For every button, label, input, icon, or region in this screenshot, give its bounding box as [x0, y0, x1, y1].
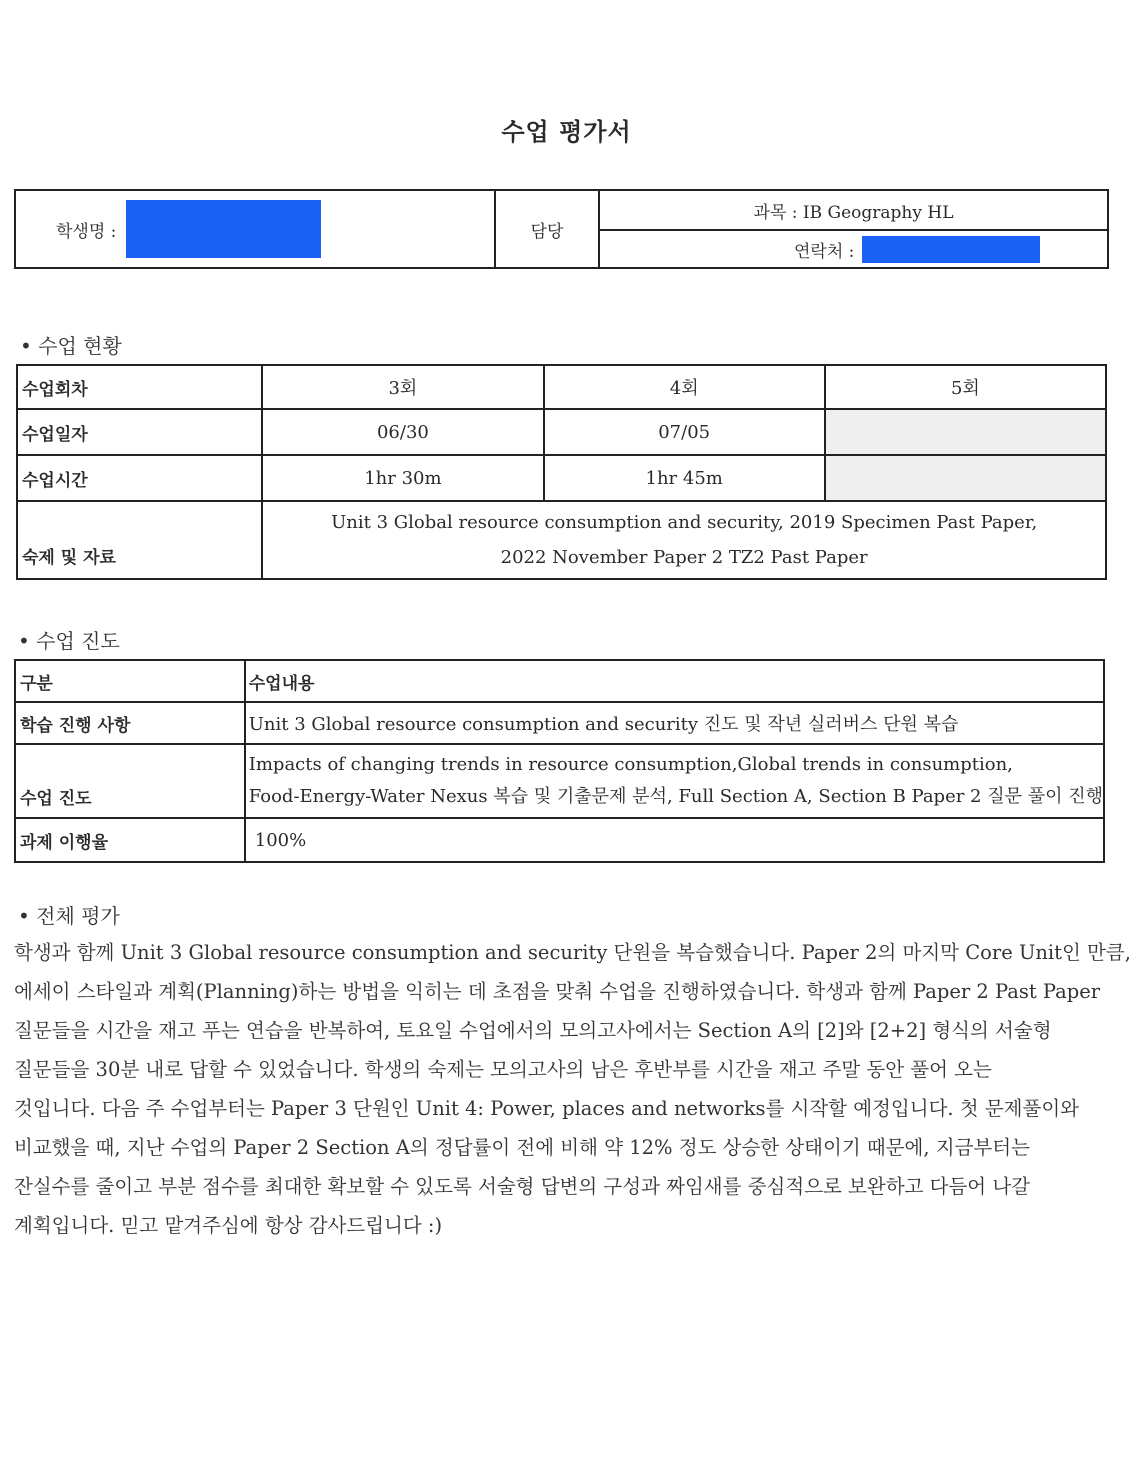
contact-redaction	[862, 236, 1040, 263]
progress-header-row	[15, 660, 1104, 702]
row-label: 수업일자	[17, 409, 262, 455]
contact-label: 연락처 :	[794, 241, 855, 262]
evaluation-section-title: • 전체 평가	[18, 904, 120, 928]
progress-line: Food-Energy-Water Nexus 복습 및 기출문제 분석, Full Section A, Section B Paper 2 질문 풀이 진행	[248, 786, 1103, 807]
evaluation-line: 질문들을 30분 내로 답할 수 있었습니다. 학생의 숙제는 모의고사의 남은 후반부를 시간을 재고 주말 동안 풀어 오는	[14, 1058, 992, 1081]
progress-section-title: • 수업 진도	[18, 629, 120, 653]
session-cell: 5회	[825, 365, 1106, 409]
progress-line: Impacts of changing trends in resource consumption,Global trends in consumption,	[248, 754, 1013, 775]
evaluation-line: 질문들을 시간을 재고 푸는 연습을 반복하여, 토요일 수업에서의 모의고사에서는 Section A의 [2]와 [2+2] 형식의 서술형	[14, 1019, 1052, 1042]
evaluation-line: 계획입니다. 믿고 맡겨주심에 항상 감사드립니다 :)	[14, 1214, 443, 1237]
items-value: Unit 3 Global resource consumption and security 진도 및 작년 실러버스 단원 복습	[245, 702, 1104, 744]
session-row	[17, 365, 1106, 409]
row-label: 수업 진도	[15, 744, 245, 818]
homework-line: 2022 November Paper 2 TZ2 Past Paper	[500, 547, 868, 568]
subject-cell	[599, 190, 1108, 230]
evaluation-line: 학생과 함께 Unit 3 Global resource consumption and security 단원을 복습했습니다. Paper 2의 마지막 Core Unit인 만큼,	[14, 941, 1131, 964]
homework-line: Unit 3 Global resource consumption and security, 2019 Specimen Past Paper,	[331, 512, 1038, 533]
student-name-redaction	[126, 200, 321, 258]
evaluation-line: 것입니다. 다음 주 수업부터는 Paper 3 단원인 Unit 4: Power, places and networks를 시작할 예정입니다. 첫 문제풀이와	[14, 1097, 1080, 1120]
row-label: 숙제 및 자료	[17, 501, 262, 579]
date-cell: 07/05	[544, 409, 825, 455]
evaluation-line: 에세이 스타일과 계획(Planning)하는 방법을 익히는 데 초점을 맞춰 수업을 진행하였습니다. 학생과 함께 Paper 2 Past Paper	[14, 980, 1101, 1003]
status-section-title: • 수업 현황	[20, 334, 122, 358]
column-header: 수업내용	[245, 660, 1104, 702]
homework-row	[17, 501, 1106, 579]
page-title: 수업 평가서	[501, 117, 632, 146]
date-row	[17, 409, 1106, 455]
student-cell	[15, 190, 495, 268]
evaluation-paragraph	[14, 933, 1131, 1245]
date-cell-empty	[825, 409, 1106, 455]
time-cell: 1hr 30m	[262, 455, 543, 501]
teacher-label: 담당	[530, 221, 564, 242]
time-row	[17, 455, 1106, 501]
completion-value: 100%	[245, 818, 1104, 862]
class-progress-table	[14, 659, 1105, 863]
session-cell: 3회	[262, 365, 543, 409]
subject-text: 과목 : IB Geography HL	[753, 202, 954, 223]
homework-cell	[262, 501, 1106, 579]
evaluation-line: 비교했을 때, 지난 수업의 Paper 2 Section A의 정답률이 전에 비해 약 12% 정도 상승한 상태이기 때문에, 지금부터는	[14, 1136, 1030, 1159]
row-label: 수업회차	[17, 365, 262, 409]
session-cell: 4회	[544, 365, 825, 409]
row-label: 과제 이행율	[15, 818, 245, 862]
time-cell-empty	[825, 455, 1106, 501]
items-row	[15, 702, 1104, 744]
row-label: 학습 진행 사항	[15, 702, 245, 744]
date-cell: 06/30	[262, 409, 543, 455]
time-cell: 1hr 45m	[544, 455, 825, 501]
row-label: 구분	[15, 660, 245, 702]
progress-row	[15, 744, 1104, 818]
teacher-cell	[495, 190, 599, 268]
contact-cell	[599, 230, 1108, 268]
progress-value	[245, 744, 1104, 818]
student-label: 학생명 :	[56, 221, 117, 242]
class-status-table	[16, 364, 1107, 580]
row-label: 수업시간	[17, 455, 262, 501]
header-table	[14, 189, 1109, 269]
evaluation-line: 잔실수를 줄이고 부분 점수를 최대한 확보할 수 있도록 서술형 답변의 구성과 짜임새를 중심적으로 보완하고 다듬어 나갈	[14, 1175, 1030, 1198]
completion-row	[15, 818, 1104, 862]
